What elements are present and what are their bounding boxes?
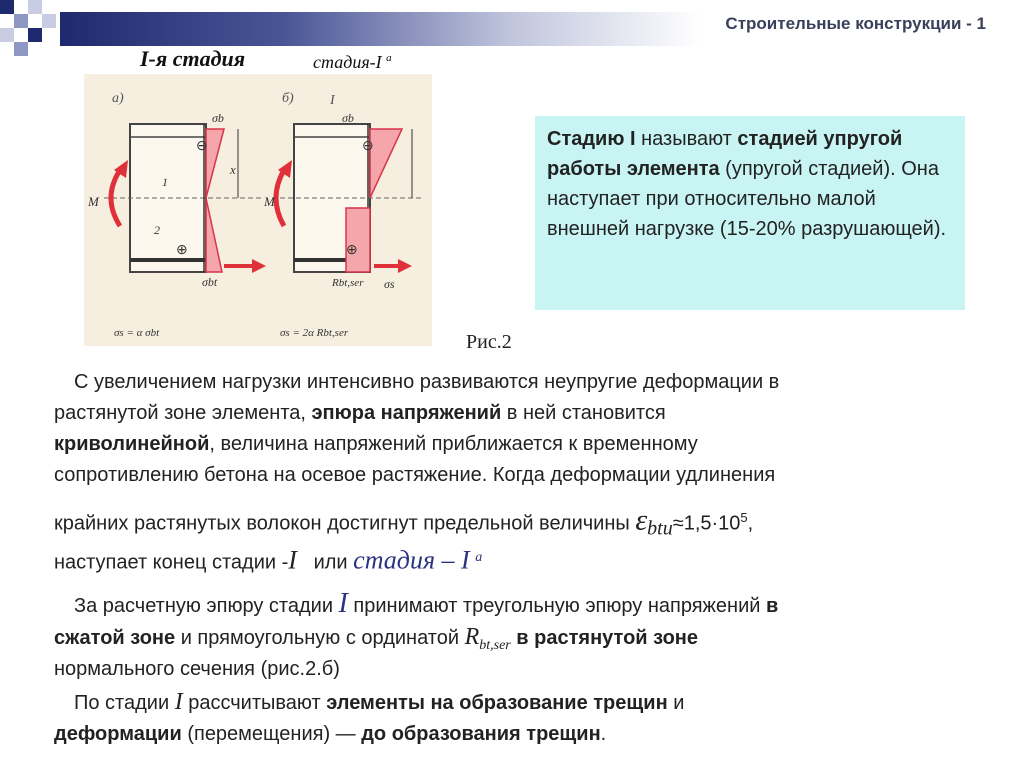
label-a: а): [112, 91, 124, 106]
svg-text:⊖: ⊖: [362, 139, 374, 154]
svg-text:1: 1: [162, 175, 168, 189]
svg-text:M: M: [264, 194, 275, 209]
stress-diagram-figure: [84, 74, 432, 346]
paragraph1-line2: растянутой зоне элемента, эпюра напряжений в ней становится: [54, 402, 666, 424]
compression-triangle-a: [206, 129, 224, 198]
svg-text:σb: σb: [342, 111, 354, 125]
svg-text:σs: σs: [384, 277, 395, 291]
paragraph3-line2: деформации (перемещения) — до образования трещин.: [54, 723, 607, 745]
paragraph2-line1: За расчетную эпюру стадии I принимают треугольную эпюру напряжений в: [74, 588, 779, 619]
course-title: Строительные конструкции - 1: [725, 14, 986, 33]
paragraph1-line4: сопротивлению бетона на осевое растяжение. Когда деформации удлинения: [54, 464, 776, 486]
paragraph1-line6: наступает конец стадии -I или стадия – I $^a$: [54, 545, 483, 575]
svg-text:Rbt,ser: Rbt,ser: [332, 277, 364, 289]
paragraph1-line5: крайних растянутых волокон достигнут предельной величины $\varepsilon_{btu}\approx 1,5\cdot 10^5$,: [54, 503, 754, 540]
formula-b: σs = 2α Rbt,ser: [280, 327, 349, 339]
stage-alt: стадия-I $^a$: [313, 52, 392, 72]
header-bar: [0, 0, 1024, 46]
definition-box: Стадию I называют стадией упругой работы элемента (упругой стадией). Она наступает при относительно малой внешней нагрузке (15-20% разрушающей).: [535, 116, 965, 310]
svg-text:⊖: ⊖: [196, 139, 208, 154]
paragraph3-line1: По стадии I рассчитывают элементы на образование трещин и: [74, 689, 685, 715]
paragraph1-line3: криволинейной, величина напряжений приближается к временному: [54, 433, 698, 455]
svg-text:⊕: ⊕: [346, 243, 358, 258]
label-b: б): [282, 91, 294, 106]
tension-rectangle-b: [346, 208, 370, 272]
stage-heading: I-я стадия: [140, 46, 246, 71]
header-gradient: [60, 12, 700, 46]
svg-text:σb: σb: [212, 111, 224, 125]
svg-text:I: I: [330, 93, 335, 108]
formula-a: σs = α σbt: [114, 327, 160, 339]
svg-text:σbt: σbt: [202, 275, 218, 289]
svg-text:x: x: [230, 162, 236, 177]
svg-text:M: M: [88, 194, 99, 209]
tension-triangle-a: [206, 198, 222, 272]
svg-text:2: 2: [154, 223, 160, 237]
compression-triangle-b: [370, 129, 402, 198]
paragraph2-line3: нормального сечения (рис.2.б): [54, 658, 340, 680]
paragraph2-line2: сжатой зоне и прямоугольную с ординатой $R_{bt,ser}$ в растянутой зоне: [54, 624, 698, 653]
paragraph1-line1: С увеличением нагрузки интенсивно развиваются неупругие деформации в: [74, 371, 780, 393]
svg-text:⊕: ⊕: [176, 243, 188, 258]
figure-caption: Рис.2: [466, 331, 512, 353]
